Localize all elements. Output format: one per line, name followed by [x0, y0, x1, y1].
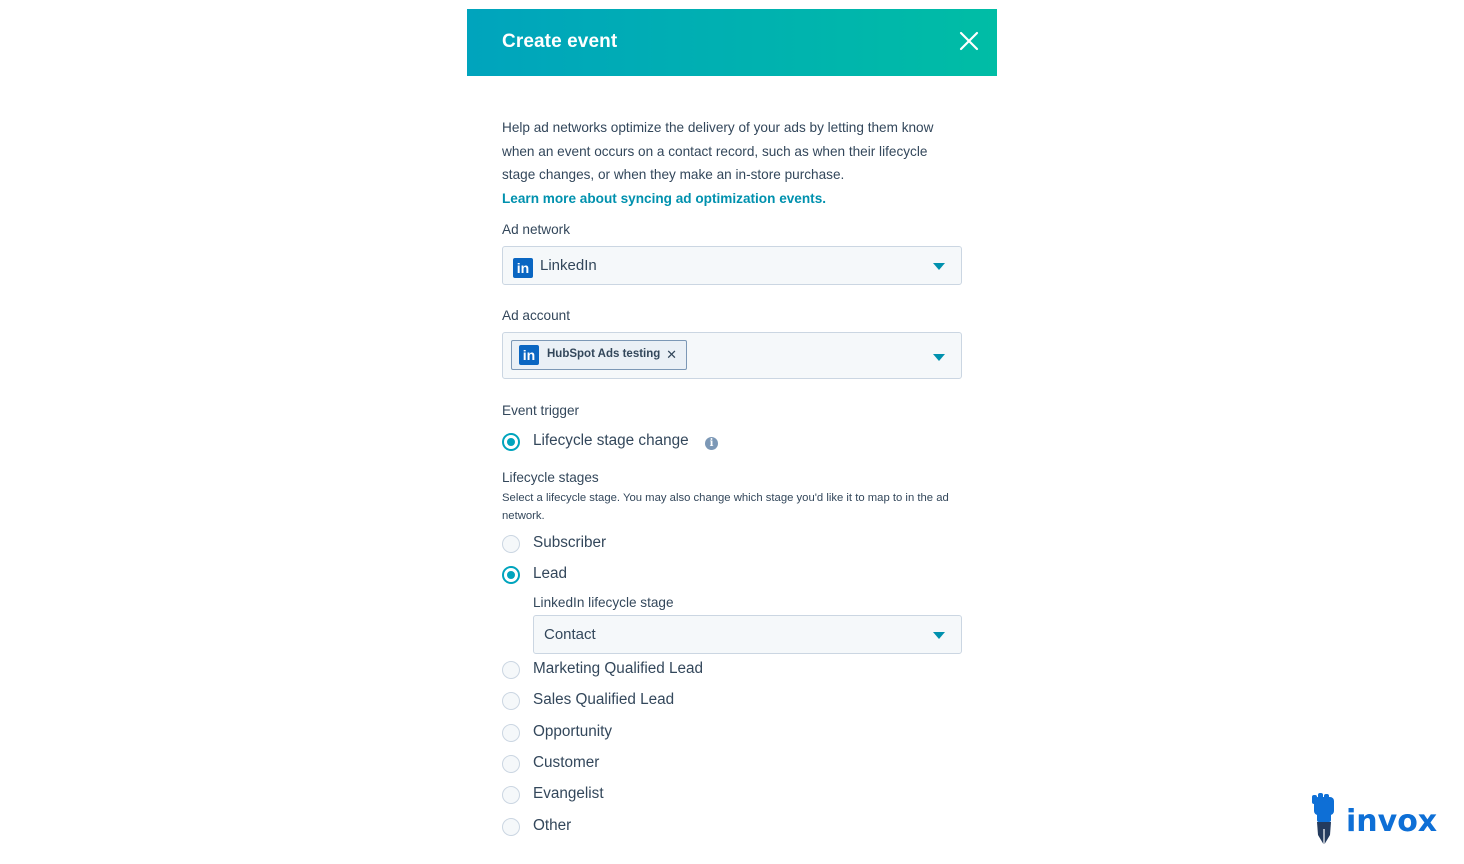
linkedin-lifecycle-stage-select[interactable]: [533, 615, 962, 654]
fist-pen-icon: [1310, 793, 1450, 849]
lifecycle-option-label: Subscriber: [533, 534, 607, 551]
ad-network-select[interactable]: [502, 246, 962, 285]
chevron-down-icon: [933, 354, 945, 361]
info-icon[interactable]: i: [705, 437, 718, 450]
chevron-down-icon: [933, 632, 945, 639]
lifecycle-option-customer[interactable]: [502, 754, 702, 776]
lifecycle-option-lead[interactable]: [502, 565, 702, 587]
modal-title: Create event: [502, 31, 618, 52]
radio-button[interactable]: [502, 535, 520, 553]
lifecycle-stages-heading: Lifecycle stages: [502, 470, 599, 485]
radio-button[interactable]: [502, 433, 520, 451]
radio-button[interactable]: [502, 818, 520, 836]
ad-network-label: Ad network: [502, 222, 571, 237]
ad-network-value: LinkedIn: [540, 257, 597, 274]
create-event-modal: [467, 9, 997, 864]
trigger-lifecycle-stage-change[interactable]: [502, 432, 762, 454]
ad-account-label: Ad account: [502, 308, 571, 323]
lifecycle-option-label: Lead: [533, 565, 568, 582]
lifecycle-option-label: Evangelist: [533, 785, 604, 802]
linkedin-icon: in: [513, 258, 533, 278]
lifecycle-help-text: Select a lifecycle stage. You may also change which stage you'd like it to map to in the ad network.: [502, 492, 949, 522]
radio-button[interactable]: [502, 692, 520, 710]
ad-account-select[interactable]: [502, 332, 962, 379]
radio-button[interactable]: [502, 566, 520, 584]
remove-tag-icon[interactable]: ✕: [666, 347, 677, 362]
event-trigger-label: Event trigger: [502, 403, 580, 418]
lifecycle-option-label: Marketing Qualified Lead: [533, 660, 704, 677]
linkedin-lifecycle-stage-value: Contact: [544, 626, 596, 643]
lifecycle-option-evangelist[interactable]: [502, 785, 702, 807]
invox-logo: [1310, 793, 1450, 849]
linkedin-icon: in: [519, 345, 539, 365]
intro-text: Help ad networks optimize the delivery of your ads by letting them know when an event occurs on a contact record, such as when their lifecycle stage changes, or when they make an in-store purchase.: [502, 120, 934, 183]
radio-button[interactable]: [502, 724, 520, 742]
lifecycle-option-other[interactable]: [502, 817, 702, 839]
trigger-option-label: Lifecycle stage change: [533, 432, 689, 449]
lifecycle-option-subscriber[interactable]: [502, 534, 702, 556]
lifecycle-option-label: Customer: [533, 754, 600, 771]
ad-account-tag-label: HubSpot Ads testing: [547, 348, 661, 360]
radio-button[interactable]: [502, 661, 520, 679]
brand-name: invox: [1346, 804, 1438, 839]
lifecycle-option-label: Other: [533, 817, 572, 834]
linkedin-lifecycle-stage-label: LinkedIn lifecycle stage: [533, 595, 674, 610]
ad-account-tag: [511, 340, 687, 370]
radio-button[interactable]: [502, 755, 520, 773]
lifecycle-option-label: Sales Qualified Lead: [533, 691, 675, 708]
lifecycle-option-label: Opportunity: [533, 723, 613, 740]
form: [502, 9, 964, 864]
lifecycle-option-opportunity[interactable]: [502, 723, 702, 745]
chevron-down-icon: [933, 263, 945, 270]
lifecycle-option-mql[interactable]: [502, 660, 762, 682]
lifecycle-option-sql[interactable]: [502, 691, 762, 713]
learn-more-link[interactable]: Learn more about syncing ad optimization events.: [502, 190, 827, 206]
radio-button[interactable]: [502, 786, 520, 804]
